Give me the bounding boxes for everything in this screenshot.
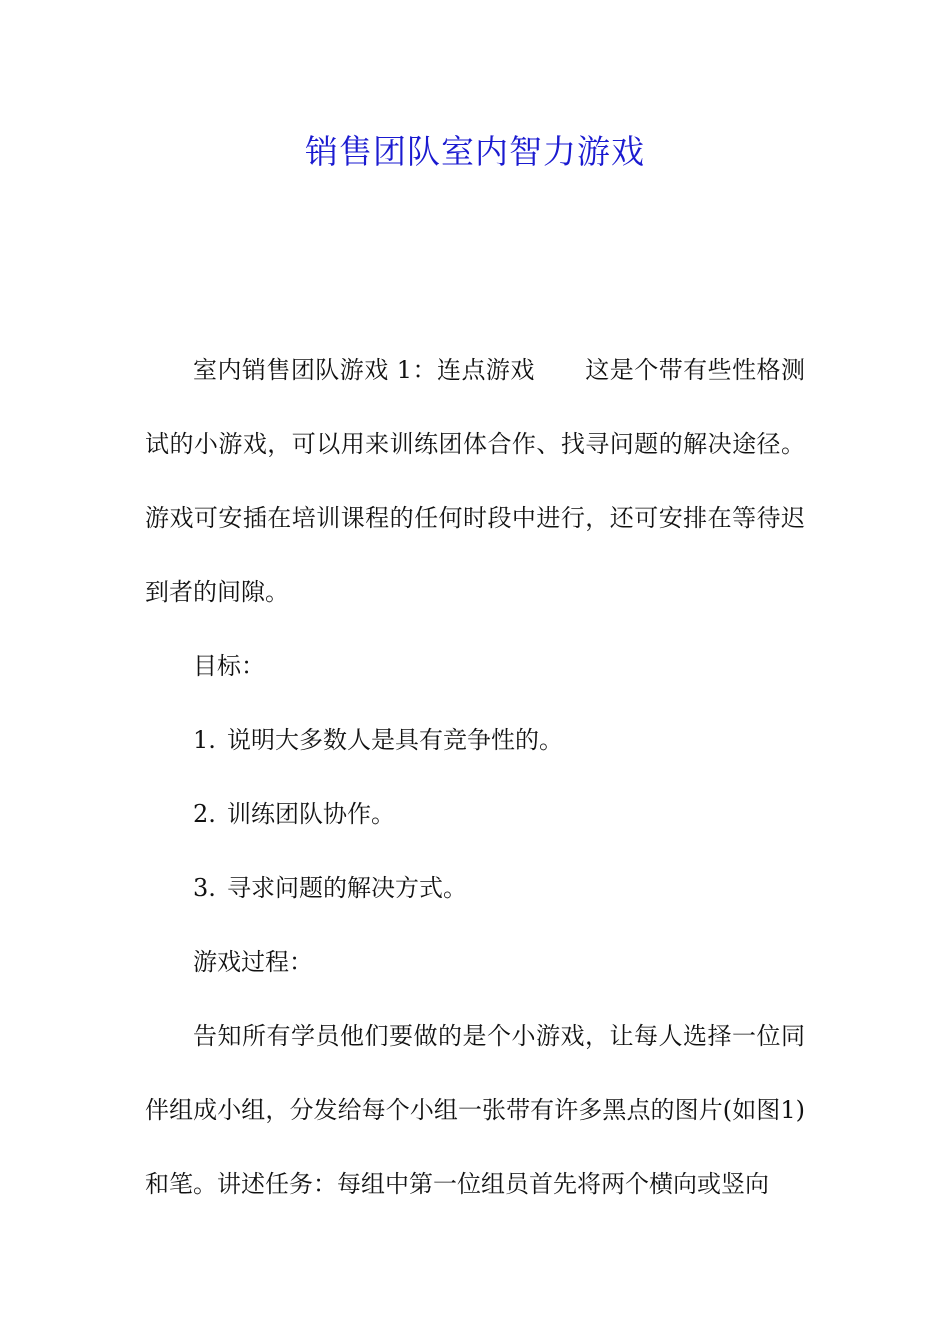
process-label: 游戏过程： <box>193 948 313 976</box>
goal-number: 2. <box>193 800 216 828</box>
document-title: 销售团队室内智力游戏 <box>305 132 645 171</box>
document-body <box>145 333 805 1221</box>
goal-number: 3. <box>193 874 216 902</box>
intro-text: 这是个带有些性格测试的小游戏，可以用来训练团体合作、找寻问题的解决途径。游戏可安插在培训课程的任何时段中进行，还可安排在等待迟到者的间隙。 <box>145 356 806 606</box>
goal-text: 说明大多数人是具有竞争性的。 <box>227 726 563 754</box>
intro-paragraph <box>145 333 805 629</box>
goal-text: 寻求问题的解决方式。 <box>227 874 467 902</box>
process-paragraph: 告知所有学员他们要做的是个小游戏，让每人选择一位同伴组成小组，分发给每个小组一张带有许多黑点的图片(如图1)和笔。讲述任务：每组中第一位组员首先将两个横向或竖向 <box>145 1022 805 1198</box>
goal-number: 1. <box>193 726 216 754</box>
intro-heading: 室内销售团队游戏 1：连点游戏 <box>193 356 535 384</box>
goals-label: 目标： <box>193 652 265 680</box>
goal-text: 训练团队协作。 <box>227 800 395 828</box>
goal-item <box>145 851 805 925</box>
goal-item <box>145 777 805 851</box>
goal-item <box>145 703 805 777</box>
